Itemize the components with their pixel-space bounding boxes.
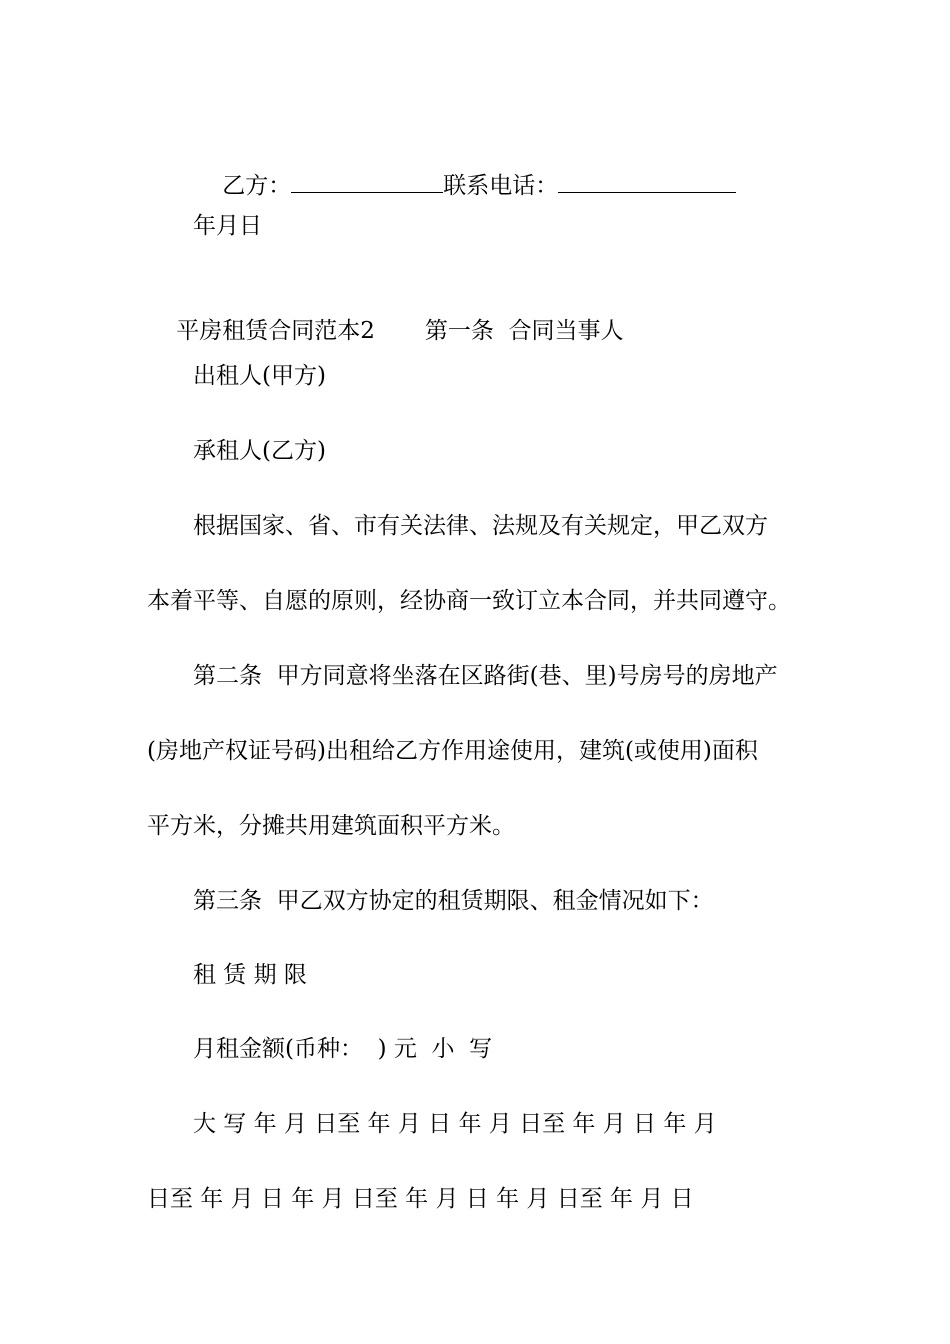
article-2-line-1: 第二条 甲方同意将坐落在区路街(巷、里)号房号的房地产 bbox=[193, 663, 778, 689]
party-b-contact-line bbox=[193, 140, 736, 231]
article-1-heading: 第一条 合同当事人 bbox=[424, 318, 624, 344]
article-2-line-3: 平方米，分摊共用建筑面积平方米。 bbox=[147, 813, 515, 839]
article-3-line: 第三条 甲乙双方协定的租赁期限、租金情况如下： bbox=[193, 888, 714, 914]
monthly-rent-line: 月租金额(币种： ) 元 小 写 bbox=[193, 1036, 493, 1062]
lessor-line: 出租人(甲方) bbox=[193, 363, 326, 389]
paragraph-1-line-2: 本着平等、自愿的原则，经协商一致订立本合同，并共同遵守。 bbox=[147, 588, 791, 614]
date-line: 年月日 bbox=[193, 213, 262, 239]
dates-line-1: 大 写 年 月 日至 年 月 日 年 月 日至 年 月 日 年 月 bbox=[193, 1111, 717, 1137]
document-title: 平房租赁合同范本2 bbox=[176, 318, 375, 344]
party-b-blank bbox=[291, 170, 443, 193]
lease-term-line: 租 赁 期 限 bbox=[193, 962, 307, 988]
lessee-line: 承租人(乙方) bbox=[193, 438, 326, 464]
dates-line-2: 日至 年 月 日 年 月 日至 年 月 日 年 月 日至 年 月 日 bbox=[147, 1186, 694, 1212]
article-2-line-2: (房地产权证号码)出租给乙方作用途使用，建筑(或使用)面积 bbox=[147, 738, 758, 764]
phone-label: 联系电话： bbox=[443, 173, 559, 199]
party-b-label: 乙方： bbox=[222, 173, 292, 199]
paragraph-1-line-1: 根据国家、省、市有关法律、法规及有关规定，甲乙双方 bbox=[193, 513, 768, 539]
phone-blank bbox=[558, 170, 736, 193]
